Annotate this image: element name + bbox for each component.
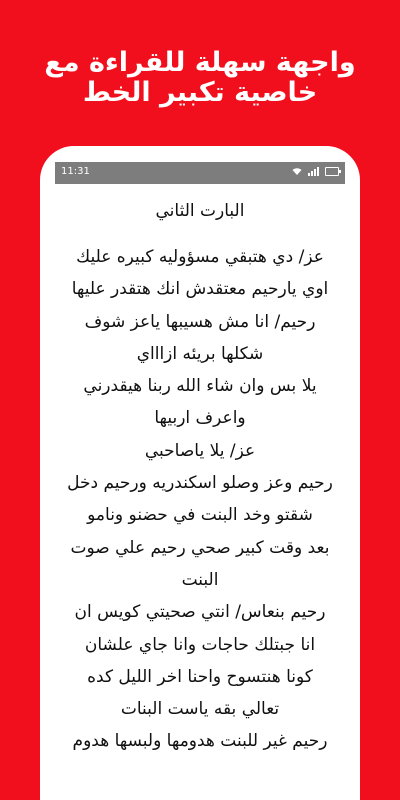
story-line: رحيم غير للبنت هدومها ولبسها هدوم	[72, 731, 328, 752]
phone-frame	[40, 146, 360, 800]
signal-icon	[308, 166, 319, 176]
battery-icon	[325, 167, 339, 176]
story-line: رحيم/ انا مش هسيبها ياعز شوف	[84, 311, 316, 332]
story-reader[interactable]	[48, 191, 352, 800]
story-line: بعد وقت كبير صحي رحيم علي صوت	[70, 537, 330, 558]
story-line: اوي يارحيم معتقدش انك هتقدر عليها	[71, 279, 329, 300]
story-line: رحيم بنعاس/ انتي صحيتي كويس ان	[74, 602, 326, 623]
status-bar	[55, 162, 345, 184]
promo-headline	[0, 48, 400, 108]
story-line: تعالي بقه ياست البنات	[120, 699, 280, 720]
headline-line-1: واجهة سهلة للقراءة مع	[44, 47, 356, 78]
story-line: واعرف اربيها	[154, 408, 246, 429]
status-time: 11:31	[61, 166, 90, 177]
story-line: عز/ يلا ياصاحبي	[144, 440, 256, 461]
wifi-icon	[292, 167, 302, 176]
status-icons	[292, 166, 339, 176]
chapter-title: البارت الثاني	[155, 201, 245, 221]
story-line: انا جبتلك حاجات وانا جاي علشان	[84, 634, 316, 655]
story-line: شكلها بريئه ازاااي	[136, 343, 264, 364]
story-line: شقتو وخد البنت في حضنو ونامو	[87, 505, 313, 526]
headline-line-2: خاصية تكبير الخط	[82, 77, 318, 108]
story-line: يلا بس وان شاء الله ربنا هيقدرني	[83, 376, 317, 397]
story-line: البنت	[181, 569, 219, 590]
story-line: رحيم وعز وصلو اسكندريه ورحيم دخل	[67, 473, 333, 494]
story-line: عز/ دي هتبقي مسؤوليه كبيره عليك	[76, 247, 324, 267]
story-line: كونا هنتسوح واحنا اخر الليل كده	[87, 666, 313, 687]
